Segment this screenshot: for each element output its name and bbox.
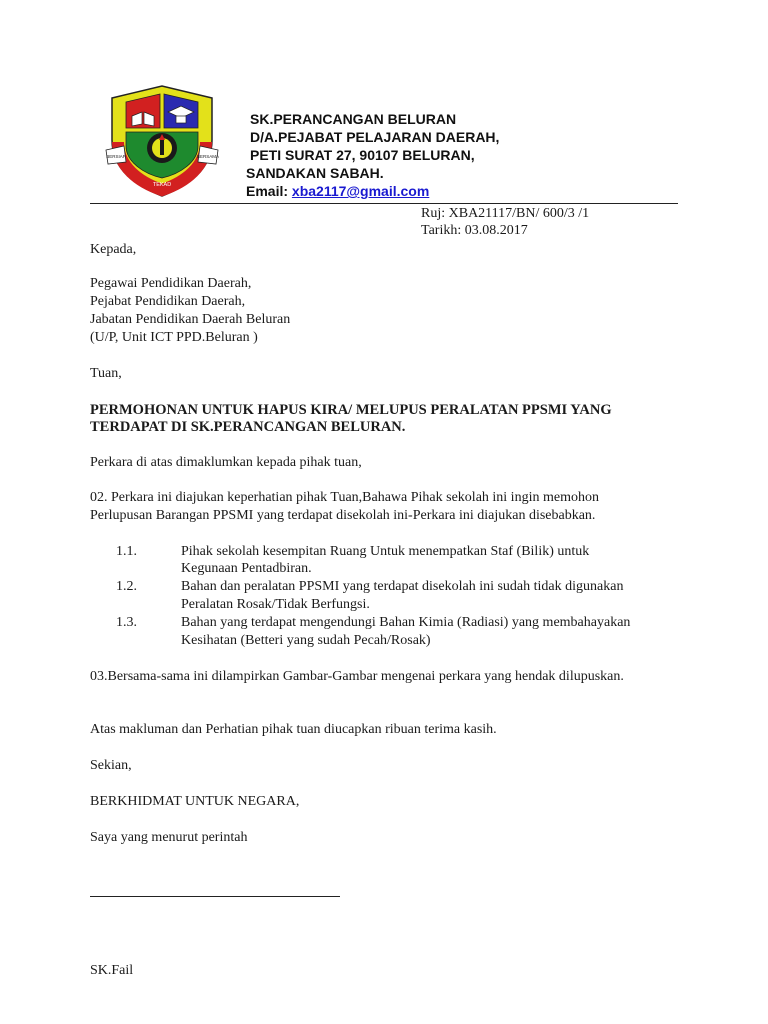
letter-date: Tarikh: 03.08.2017 xyxy=(421,223,528,238)
letterhead-divider xyxy=(90,203,678,204)
paragraph-02-line-2: Perlupusan Barangan PPSMI yang terdapat disekolah ini-Perkara ini diajukan disebabkan. xyxy=(90,508,596,523)
crest-banner-left: BERSIAP xyxy=(106,154,126,159)
recipient-line: Pegawai Pendidikan Daerah, xyxy=(90,276,252,291)
item-number: 1.2. xyxy=(116,579,137,594)
item-text-line-2: Peralatan Rosak/Tidak Berfungsi. xyxy=(181,597,370,612)
recipient-line: (U/P, Unit ICT PPD.Beluran ) xyxy=(90,330,258,345)
crest-banner-right: BERSAMA xyxy=(196,154,220,159)
subject-line-2: TERDAPAT DI SK.PERANCANGAN BELURAN. xyxy=(90,419,406,435)
thanks-paragraph: Atas makluman dan Perhatian pihak tuan diucapkan ribuan terima kasih. xyxy=(90,722,497,737)
item-text-line-1: Bahan yang terdapat mengendungi Bahan Kimia (Radiasi) yang membahayakan xyxy=(181,615,631,630)
address-line-2: PETI SURAT 27, 90107 BELURAN, xyxy=(250,147,475,163)
email-link[interactable]: xba2117@gmail.com xyxy=(291,183,430,199)
school-crest-logo xyxy=(104,82,220,200)
greeting: Tuan, xyxy=(90,366,122,381)
item-text-line-2: Kegunaan Pentadbiran. xyxy=(181,561,312,576)
crest-motto: TEKAD xyxy=(152,182,172,188)
paragraph-02-line-1: 02. Perkara ini diajukan keperhatian pihak Tuan,Bahawa Pihak sekolah ini ingin memohon xyxy=(90,490,599,505)
item-text-line-2: Kesihatan (Betteri yang sudah Pecah/Rosak) xyxy=(181,633,431,648)
carbon-copy: SK.Fail xyxy=(90,963,134,978)
closing-sekian: Sekian, xyxy=(90,758,132,773)
recipient-salutation: Kepada, xyxy=(90,242,137,257)
school-name: SK.PERANCANGAN BELURAN xyxy=(250,111,457,127)
intro-paragraph: Perkara di atas dimaklumkan kepada pihak tuan, xyxy=(90,455,362,470)
subject-line-1: PERMOHONAN UNTUK HAPUS KIRA/ MELUPUS PERALATAN PPSMI YANG xyxy=(90,402,612,418)
item-text-line-1: Bahan dan peralatan PPSMI yang terdapat disekolah ini sudah tidak digunakan xyxy=(181,579,624,594)
address-line-3: SANDAKAN SABAH. xyxy=(246,165,384,181)
reference-number: Ruj: XBA21117/BN/ 600/3 /1 xyxy=(421,206,590,221)
paragraph-03: 03.Bersama-sama ini dilampirkan Gambar-Gambar mengenai perkara yang hendak dilupuskan. xyxy=(90,669,624,684)
item-number: 1.1. xyxy=(116,544,137,559)
email-line xyxy=(246,183,429,199)
closing-motto: BERKHIDMAT UNTUK NEGARA, xyxy=(90,794,300,809)
item-number: 1.3. xyxy=(116,615,137,630)
signature-line xyxy=(90,896,340,897)
item-text-line-1: Pihak sekolah kesempitan Ruang Untuk menempatkan Staf (Bilik) untuk xyxy=(181,544,590,559)
recipient-line: Pejabat Pendidikan Daerah, xyxy=(90,294,246,309)
address-line-1: D/A.PEJABAT PELAJARAN DAERAH, xyxy=(250,129,500,145)
closing-perintah: Saya yang menurut perintah xyxy=(90,830,248,845)
recipient-line: Jabatan Pendidikan Daerah Beluran xyxy=(90,312,291,327)
email-label: Email: xyxy=(246,183,289,199)
